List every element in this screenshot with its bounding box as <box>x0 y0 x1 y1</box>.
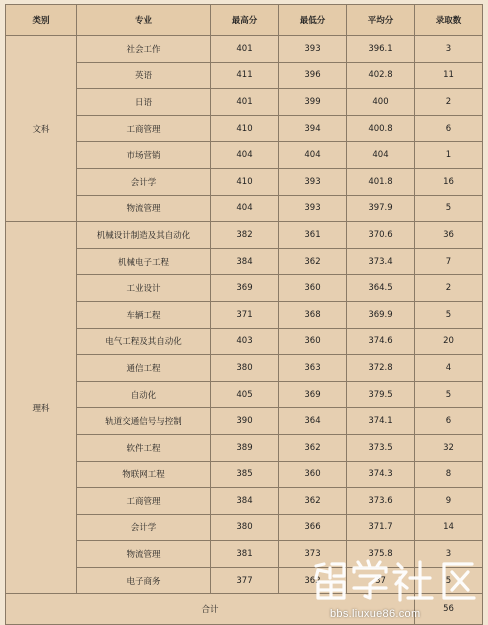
max-score-cell: 403 <box>211 328 279 355</box>
max-score-cell: 410 <box>211 115 279 142</box>
max-score-cell: 404 <box>211 195 279 222</box>
min-score-cell: 362 <box>279 434 347 461</box>
max-score-cell: 384 <box>211 248 279 275</box>
admitted-count-cell: 14 <box>415 514 483 541</box>
min-score-cell: 360 <box>279 275 347 302</box>
admitted-count-cell: 16 <box>415 168 483 195</box>
table-row <box>6 381 483 408</box>
major-cell: 会计学 <box>77 514 211 541</box>
admitted-count-cell: 6 <box>415 115 483 142</box>
avg-score-cell: 401.8 <box>347 168 415 195</box>
table-body <box>6 36 483 594</box>
min-score-cell: 368 <box>279 301 347 328</box>
min-score-cell: 362 <box>279 567 347 594</box>
avg-score-cell: 374.6 <box>347 328 415 355</box>
min-score-cell: 394 <box>279 115 347 142</box>
max-score-cell: 384 <box>211 488 279 515</box>
total-label: 合计 <box>6 594 415 625</box>
table-row <box>6 168 483 195</box>
min-score-cell: 393 <box>279 168 347 195</box>
min-score-cell: 362 <box>279 488 347 515</box>
admitted-count-cell: 3 <box>415 36 483 63</box>
table-row <box>6 567 483 594</box>
min-score-cell: 369 <box>279 381 347 408</box>
category-cell: 文科 <box>6 36 77 222</box>
table-row <box>6 434 483 461</box>
total-row <box>6 594 483 625</box>
avg-score-cell: 375.8 <box>347 541 415 568</box>
table-row <box>6 195 483 222</box>
major-cell: 物联网工程 <box>77 461 211 488</box>
admitted-count-cell: 4 <box>415 355 483 382</box>
avg-score-cell: 402.8 <box>347 62 415 89</box>
admitted-count-cell: 7 <box>415 248 483 275</box>
min-score-cell: 366 <box>279 514 347 541</box>
table-row <box>6 248 483 275</box>
admitted-count-cell: 11 <box>415 62 483 89</box>
category-cell: 理科 <box>6 222 77 594</box>
major-cell: 市场营销 <box>77 142 211 169</box>
avg-score-cell: 364.5 <box>347 275 415 302</box>
table-row <box>6 328 483 355</box>
header-major: 专业 <box>77 5 211 36</box>
header-avg-score: 平均分 <box>347 5 415 36</box>
avg-score-cell: 374.3 <box>347 461 415 488</box>
major-cell: 自动化 <box>77 381 211 408</box>
major-cell: 轨道交通信号与控制 <box>77 408 211 435</box>
avg-score-cell: 397.9 <box>347 195 415 222</box>
admitted-count-cell: 5 <box>415 567 483 594</box>
admission-scores-table <box>5 4 483 625</box>
major-cell: 通信工程 <box>77 355 211 382</box>
admitted-count-cell: 6 <box>415 408 483 435</box>
admitted-count-cell: 36 <box>415 222 483 249</box>
max-score-cell: 385 <box>211 461 279 488</box>
max-score-cell: 381 <box>211 541 279 568</box>
table-row <box>6 488 483 515</box>
max-score-cell: 380 <box>211 355 279 382</box>
table-row <box>6 36 483 63</box>
major-cell: 日语 <box>77 89 211 116</box>
min-score-cell: 360 <box>279 328 347 355</box>
min-score-cell: 363 <box>279 355 347 382</box>
max-score-cell: 380 <box>211 514 279 541</box>
avg-score-cell: 373.4 <box>347 248 415 275</box>
watermark-url: bbs.liuxue86.com <box>330 608 421 620</box>
major-cell: 软件工程 <box>77 434 211 461</box>
min-score-cell: 373 <box>279 541 347 568</box>
major-cell: 工业设计 <box>77 275 211 302</box>
avg-score-cell: 374.1 <box>347 408 415 435</box>
min-score-cell: 393 <box>279 36 347 63</box>
avg-score-cell: 404 <box>347 142 415 169</box>
avg-score-cell: 371.7 <box>347 514 415 541</box>
max-score-cell: 371 <box>211 301 279 328</box>
major-cell: 物流管理 <box>77 541 211 568</box>
major-cell: 电气工程及其自动化 <box>77 328 211 355</box>
max-score-cell: 382 <box>211 222 279 249</box>
max-score-cell: 389 <box>211 434 279 461</box>
header-max-score: 最高分 <box>211 5 279 36</box>
admitted-count-cell: 1 <box>415 142 483 169</box>
admitted-count-cell: 8 <box>415 461 483 488</box>
avg-score-cell: 400.8 <box>347 115 415 142</box>
avg-score-cell: 370.6 <box>347 222 415 249</box>
avg-score-cell: 396.1 <box>347 36 415 63</box>
table-row <box>6 222 483 249</box>
admitted-count-cell: 5 <box>415 195 483 222</box>
table-header-row <box>6 5 483 36</box>
table-row <box>6 355 483 382</box>
max-score-cell: 390 <box>211 408 279 435</box>
header-admitted-count: 录取数 <box>415 5 483 36</box>
min-score-cell: 364 <box>279 408 347 435</box>
major-cell: 会计学 <box>77 168 211 195</box>
avg-score-cell: 369.9 <box>347 301 415 328</box>
min-score-cell: 399 <box>279 89 347 116</box>
max-score-cell: 405 <box>211 381 279 408</box>
min-score-cell: 393 <box>279 195 347 222</box>
min-score-cell: 362 <box>279 248 347 275</box>
major-cell: 工商管理 <box>77 488 211 515</box>
admitted-count-cell: 32 <box>415 434 483 461</box>
table-row <box>6 408 483 435</box>
admitted-count-cell: 9 <box>415 488 483 515</box>
admitted-count-cell: 5 <box>415 301 483 328</box>
major-cell: 物流管理 <box>77 195 211 222</box>
table-row <box>6 461 483 488</box>
avg-score-cell: 372.8 <box>347 355 415 382</box>
admission-scores-table-frame <box>5 4 483 620</box>
admitted-count-cell: 2 <box>415 275 483 302</box>
max-score-cell: 369 <box>211 275 279 302</box>
max-score-cell: 401 <box>211 36 279 63</box>
major-cell: 机械设计制造及其自动化 <box>77 222 211 249</box>
avg-score-cell: 379.5 <box>347 381 415 408</box>
major-cell: 车辆工程 <box>77 301 211 328</box>
table-row <box>6 89 483 116</box>
table-row <box>6 514 483 541</box>
avg-score-cell: 373.6 <box>347 488 415 515</box>
major-cell: 英语 <box>77 62 211 89</box>
header-min-score: 最低分 <box>279 5 347 36</box>
max-score-cell: 404 <box>211 142 279 169</box>
total-count: 56 <box>415 594 483 625</box>
avg-score-cell: 37 <box>347 567 415 594</box>
admitted-count-cell: 2 <box>415 89 483 116</box>
min-score-cell: 404 <box>279 142 347 169</box>
table-row <box>6 115 483 142</box>
avg-score-cell: 373.5 <box>347 434 415 461</box>
admitted-count-cell: 5 <box>415 381 483 408</box>
min-score-cell: 396 <box>279 62 347 89</box>
max-score-cell: 377 <box>211 567 279 594</box>
major-cell: 机械电子工程 <box>77 248 211 275</box>
table-row <box>6 142 483 169</box>
admitted-count-cell: 20 <box>415 328 483 355</box>
max-score-cell: 411 <box>211 62 279 89</box>
admitted-count-cell: 3 <box>415 541 483 568</box>
major-cell: 工商管理 <box>77 115 211 142</box>
table-row <box>6 62 483 89</box>
table-row <box>6 541 483 568</box>
table-row <box>6 275 483 302</box>
header-category: 类别 <box>6 5 77 36</box>
max-score-cell: 401 <box>211 89 279 116</box>
table-row <box>6 301 483 328</box>
min-score-cell: 361 <box>279 222 347 249</box>
major-cell: 电子商务 <box>77 567 211 594</box>
avg-score-cell: 400 <box>347 89 415 116</box>
major-cell: 社会工作 <box>77 36 211 63</box>
max-score-cell: 410 <box>211 168 279 195</box>
min-score-cell: 360 <box>279 461 347 488</box>
